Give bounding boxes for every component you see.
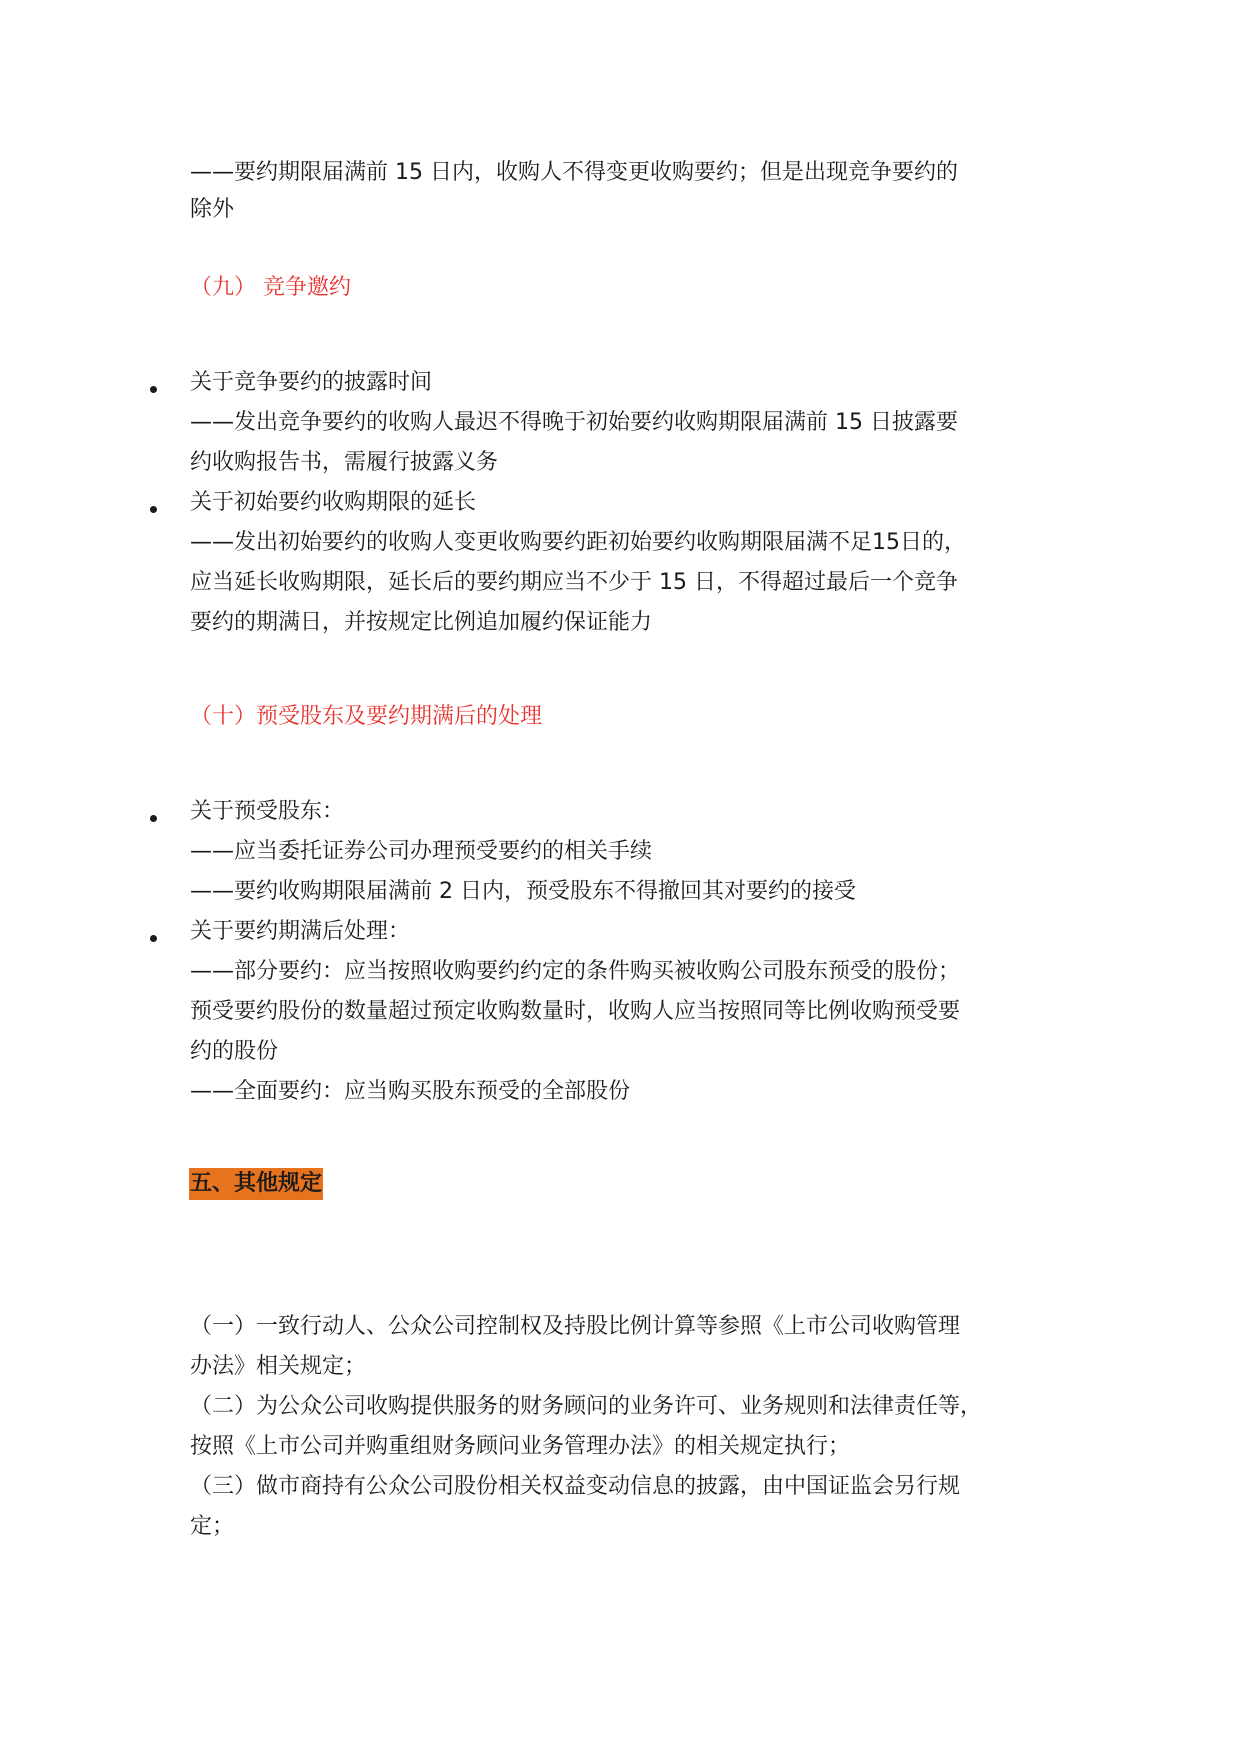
rule-line: 按照《上市公司并购重组财务顾问业务管理办法》的相关规定执行；	[190, 1434, 851, 1459]
list-item-line: 约的股份	[190, 1039, 279, 1064]
section-heading-9: （九） 竞争邀约	[190, 275, 351, 300]
rule-line: （一）一致行动人、公众公司控制权及持股比例计算等参照《上市公司收购管理	[190, 1314, 961, 1339]
section-heading-5: 五、其他规定	[189, 1168, 323, 1200]
list-item-line: ——发出初始要约的收购人变更收购要约距初始要约收购期限届满不足15日的，	[190, 530, 966, 555]
paragraph-line: 除外	[190, 197, 235, 222]
bullet-icon	[150, 935, 157, 942]
rule-line: 办法》相关规定；	[190, 1354, 367, 1379]
rule-line: （三）做市商持有公众公司股份相关权益变动信息的披露，由中国证监会另行规	[190, 1474, 961, 1499]
list-item-line: ——部分要约：应当按照收购要约约定的条件购买被收购公司股东预受的股份；	[190, 959, 961, 984]
list-item-line: ——应当委托证券公司办理预受要约的相关手续	[190, 839, 653, 864]
list-item-line: 约收购报告书，需履行披露义务	[190, 450, 499, 475]
list-item-line: 要约的期满日，并按规定比例追加履约保证能力	[190, 610, 653, 635]
list-item-label: 关于预受股东：	[190, 799, 345, 824]
bullet-icon	[150, 386, 157, 393]
paragraph-line: ——要约期限届满前 15 日内，收购人不得变更收购要约；但是出现竞争要约的	[190, 160, 958, 185]
list-item-line: ——发出竞争要约的收购人最迟不得晚于初始要约收购期限届满前 15 日披露要	[190, 410, 958, 435]
list-item-line: 应当延长收购期限，延长后的要约期应当不少于 15 日，不得超过最后一个竞争	[190, 570, 958, 595]
list-item-line: ——全面要约：应当购买股东预受的全部股份	[190, 1079, 631, 1104]
list-item-label: 关于初始要约收购期限的延长	[190, 490, 477, 515]
list-item-line: 预受要约股份的数量超过预定收购数量时，收购人应当按照同等比例收购预受要	[190, 999, 961, 1024]
section-heading-10: （十）预受股东及要约期满后的处理	[190, 704, 543, 729]
list-item-line: ——要约收购期限届满前 2 日内，预受股东不得撤回其对要约的接受	[190, 879, 856, 904]
bullet-icon	[150, 506, 157, 513]
bullet-icon	[150, 815, 157, 822]
rule-line: （二）为公众公司收购提供服务的财务顾问的业务许可、业务规则和法律责任等，	[190, 1394, 983, 1419]
list-item-label: 关于竞争要约的披露时间	[190, 370, 433, 395]
list-item-label: 关于要约期满后处理：	[190, 919, 411, 944]
rule-line: 定；	[190, 1514, 235, 1539]
